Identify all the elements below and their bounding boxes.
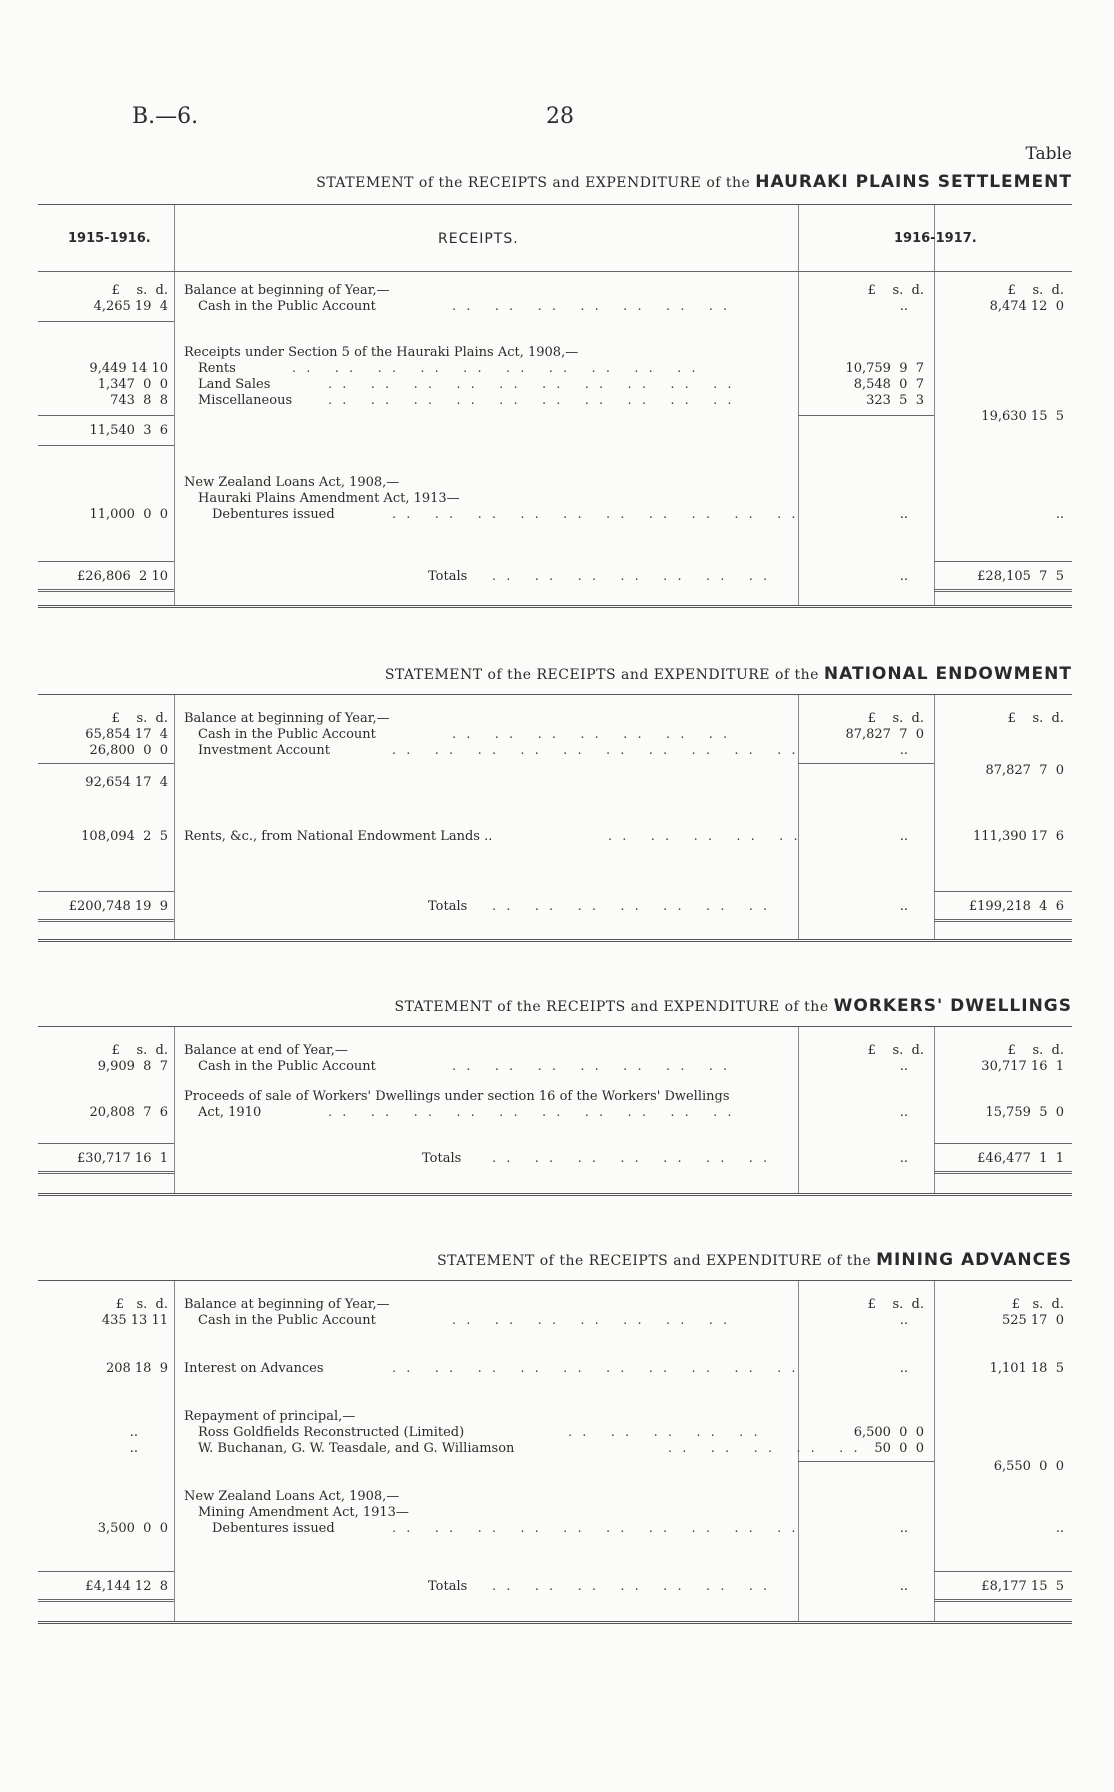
- hauraki-col-1915: 1915-1916.: [68, 231, 151, 246]
- workers-totals-label: Totals: [422, 1151, 462, 1166]
- mining-buch-cur: 50 0 0: [874, 1441, 924, 1456]
- mining-repay-subtotal: 6,550 0 0: [993, 1459, 1064, 1474]
- workers-title-prefix: STATEMENT of the RECEIPTS and EXPENDITURE of the: [394, 999, 829, 1015]
- hauraki-table: [38, 204, 1072, 608]
- workers-units-right: £ s. d.: [1007, 1043, 1064, 1058]
- mining-title: [437, 1250, 1072, 1270]
- hauraki-title-name: HAURAKI PLAINS SETTLEMENT: [755, 172, 1072, 192]
- workers-totals-cur-a: ..: [899, 1151, 908, 1166]
- hauraki-rents-leader: . . . . . . . . . . . . . . . . . . . .: [292, 361, 699, 376]
- hauraki-cash-label: Cash in the Public Account: [198, 299, 376, 314]
- hauraki-title: [316, 172, 1072, 192]
- workers-title: [395, 996, 1072, 1016]
- hauraki-debentures-prev: 11,000 0 0: [89, 507, 168, 522]
- workers-cash-cur-a: ..: [899, 1059, 908, 1074]
- national-invest-prev: 26,800 0 0: [89, 743, 168, 758]
- table-label: Table: [1025, 144, 1072, 164]
- hauraki-receipts-subtotal-cur: 19,630 15 5: [981, 409, 1064, 424]
- hauraki-debentures-leader: . . . . . . . . . . . . . . . . . . . .: [392, 507, 799, 522]
- hauraki-col-receipts: RECEIPTS.: [438, 231, 519, 247]
- national-subtotal-cur: 87,827 7 0: [985, 763, 1064, 778]
- workers-cash-label: Cash in the Public Account: [198, 1059, 376, 1074]
- mining-title-name: MINING ADVANCES: [876, 1250, 1072, 1270]
- workers-proceeds-line2: Act, 1910: [198, 1105, 262, 1120]
- workers-totals-prev: £30,717 16 1: [77, 1151, 168, 1166]
- mining-units-mid: £ s. d.: [867, 1297, 924, 1312]
- national-balance-heading: Balance at beginning of Year,—: [184, 711, 390, 726]
- national-totals-prev: £200,748 19 9: [68, 899, 168, 914]
- mining-interest-prev: 208 18 9: [105, 1361, 168, 1376]
- national-title-prefix: STATEMENT of the RECEIPTS and EXPENDITURE of the: [384, 667, 819, 683]
- hauraki-receipts-heading: Receipts under Section 5 of the Hauraki Plains Act, 1908,—: [184, 345, 579, 360]
- workers-totals-leader: . . . . . . . . . . . . . .: [492, 1151, 771, 1166]
- national-table: [38, 694, 1072, 942]
- mining-totals-cur-b: £8,177 15 5: [981, 1579, 1064, 1594]
- national-cash-prev: 65,854 17 4: [85, 727, 168, 742]
- mining-debentures-leader: . . . . . . . . . . . . . . . . . . . .: [392, 1521, 799, 1536]
- mining-units-prev: £ s. d.: [115, 1297, 168, 1312]
- mining-buch-label: W. Buchanan, G. W. Teasdale, and G. Williamson: [198, 1441, 515, 1456]
- mining-table: [38, 1280, 1072, 1624]
- mining-totals-label: Totals: [428, 1579, 468, 1594]
- mining-cash-label: Cash in the Public Account: [198, 1313, 376, 1328]
- national-units-prev: £ s. d.: [111, 711, 168, 726]
- workers-proceeds-prev: 20,808 7 6: [89, 1105, 168, 1120]
- hauraki-receipts-subtotal-prev: 11,540 3 6: [89, 423, 168, 438]
- mining-cash-cur-b: 525 17 0: [1001, 1313, 1064, 1328]
- workers-proceeds-line1: Proceeds of sale of Workers' Dwellings under section 16 of the Workers' Dwellings: [184, 1089, 730, 1104]
- mining-ross-leader: . . . . . . . . . .: [568, 1425, 761, 1440]
- hauraki-land-label: Land Sales: [198, 377, 271, 392]
- mining-balance-heading: Balance at beginning of Year,—: [184, 1297, 390, 1312]
- mining-ross-label: Ross Goldfields Reconstructed (Limited): [198, 1425, 465, 1440]
- hauraki-land-cur: 8,548 0 7: [853, 377, 924, 392]
- national-rents-label: Rents, &c., from National Endowment Lands ..: [184, 829, 493, 844]
- hauraki-units-mid: £ s. d.: [867, 283, 924, 298]
- hauraki-rents-label: Rents: [198, 361, 236, 376]
- national-rents-leader: . . . . . . . . . .: [608, 829, 801, 844]
- hauraki-totals-cur-b: £28,105 7 5: [977, 569, 1064, 584]
- hauraki-land-leader: . . . . . . . . . . . . . . . . . . . .: [328, 377, 735, 392]
- hauraki-debentures-cur-b: ..: [1055, 507, 1064, 522]
- national-rents-cur-a: ..: [899, 829, 908, 844]
- workers-proceeds-cur-a: ..: [899, 1105, 908, 1120]
- national-title-name: NATIONAL ENDOWMENT: [823, 664, 1072, 684]
- mining-units-right: £ s. d.: [1011, 1297, 1064, 1312]
- hauraki-loans-sub: Hauraki Plains Amendment Act, 1913—: [198, 491, 460, 506]
- hauraki-cash-prev: 4,265 19 4: [93, 299, 168, 314]
- mining-totals-leader: . . . . . . . . . . . . . .: [492, 1579, 771, 1594]
- hauraki-cash-cur-a: ..: [899, 299, 908, 314]
- national-totals-cur-b: £199,218 4 6: [968, 899, 1064, 914]
- hauraki-rents-cur: 10,759 9 7: [845, 361, 924, 376]
- hauraki-debentures-label: Debentures issued: [212, 507, 335, 522]
- mining-loans-heading: New Zealand Loans Act, 1908,—: [184, 1489, 400, 1504]
- page-reference: B.—6.: [132, 104, 199, 129]
- page-number: 28: [546, 104, 574, 129]
- national-rents-cur-b: 111,390 17 6: [973, 829, 1064, 844]
- hauraki-misc-cur: 323 5 3: [866, 393, 924, 408]
- national-totals-leader: . . . . . . . . . . . . . .: [492, 899, 771, 914]
- national-cash-label: Cash in the Public Account: [198, 727, 376, 742]
- national-totals-label: Totals: [428, 899, 468, 914]
- workers-proceeds-leader: . . . . . . . . . . . . . . . . . . . .: [328, 1105, 735, 1120]
- hauraki-cash-cur-b: 8,474 12 0: [989, 299, 1064, 314]
- hauraki-misc-prev: 743 8 8: [110, 393, 168, 408]
- mining-cash-prev: 435 13 11: [101, 1313, 168, 1328]
- workers-table: [38, 1026, 1072, 1196]
- mining-ross-cur: 6,500 0 0: [853, 1425, 924, 1440]
- mining-cash-leader: . . . . . . . . . . . . . .: [452, 1313, 731, 1328]
- hauraki-units-right: £ s. d.: [1007, 283, 1064, 298]
- mining-loans-sub: Mining Amendment Act, 1913—: [198, 1505, 409, 1520]
- national-rents-prev: 108,094 2 5: [81, 829, 168, 844]
- national-invest-leader: . . . . . . . . . . . . . . . . . . . .: [392, 743, 799, 758]
- hauraki-title-prefix: STATEMENT of the RECEIPTS and EXPENDITURE of the: [316, 175, 751, 191]
- hauraki-totals-cur-a: ..: [899, 569, 908, 584]
- workers-balance-heading: Balance at end of Year,—: [184, 1043, 348, 1058]
- hauraki-totals-prev: £26,806 2 10: [77, 569, 168, 584]
- national-invest-cur: ..: [899, 743, 908, 758]
- hauraki-cash-leader: . . . . . . . . . . . . . .: [452, 299, 731, 314]
- workers-totals-cur-b: £46,477 1 1: [977, 1151, 1064, 1166]
- hauraki-col-1916: 1916-1917.: [894, 231, 977, 246]
- hauraki-loans-heading: New Zealand Loans Act, 1908,—: [184, 475, 400, 490]
- mining-interest-cur-a: ..: [899, 1361, 908, 1376]
- mining-interest-label: Interest on Advances: [184, 1361, 324, 1376]
- mining-debentures-label: Debentures issued: [212, 1521, 335, 1536]
- hauraki-balance-heading: Balance at beginning of Year,—: [184, 283, 390, 298]
- hauraki-rents-prev: 9,449 14 10: [89, 361, 168, 376]
- hauraki-misc-leader: . . . . . . . . . . . . . . . . . . . .: [328, 393, 735, 408]
- mining-title-prefix: STATEMENT of the RECEIPTS and EXPENDITURE of the: [437, 1253, 872, 1269]
- mining-buch-prev: ..: [129, 1441, 138, 1456]
- hauraki-totals-leader: . . . . . . . . . . . . . .: [492, 569, 771, 584]
- mining-debentures-cur-b: ..: [1055, 1521, 1064, 1536]
- mining-repay-heading: Repayment of principal,—: [184, 1409, 356, 1424]
- mining-ross-prev: ..: [129, 1425, 138, 1440]
- hauraki-misc-label: Miscellaneous: [198, 393, 293, 408]
- mining-totals-cur-a: ..: [899, 1579, 908, 1594]
- mining-debentures-prev: 3,500 0 0: [97, 1521, 168, 1536]
- national-units-right: £ s. d.: [1007, 711, 1064, 726]
- national-cash-leader: . . . . . . . . . . . . . .: [452, 727, 731, 742]
- national-totals-cur-a: ..: [899, 899, 908, 914]
- workers-proceeds-cur-b: 15,759 5 0: [985, 1105, 1064, 1120]
- workers-cash-prev: 9,909 8 7: [97, 1059, 168, 1074]
- workers-cash-leader: . . . . . . . . . . . . . .: [452, 1059, 731, 1074]
- workers-units-prev: £ s. d.: [111, 1043, 168, 1058]
- workers-title-name: WORKERS' DWELLINGS: [833, 996, 1072, 1016]
- hauraki-debentures-cur-a: ..: [899, 507, 908, 522]
- national-title: [385, 664, 1072, 684]
- national-invest-label: Investment Account: [198, 743, 330, 758]
- workers-cash-cur-b: 30,717 16 1: [981, 1059, 1064, 1074]
- national-subtotal-prev: 92,654 17 4: [85, 775, 168, 790]
- national-units-mid: £ s. d.: [867, 711, 924, 726]
- mining-totals-prev: £4,144 12 8: [85, 1579, 168, 1594]
- mining-cash-cur-a: ..: [899, 1313, 908, 1328]
- mining-interest-leader: . . . . . . . . . . . . . . . . . . . .: [392, 1361, 799, 1376]
- hauraki-units-prev: £ s. d.: [111, 283, 168, 298]
- hauraki-land-prev: 1,347 0 0: [97, 377, 168, 392]
- mining-buch-leader: . . . . . . . . . .: [668, 1441, 861, 1456]
- mining-interest-cur-b: 1,101 18 5: [989, 1361, 1064, 1376]
- mining-debentures-cur-a: ..: [899, 1521, 908, 1536]
- hauraki-totals-label: Totals: [428, 569, 468, 584]
- national-cash-cur: 87,827 7 0: [845, 727, 924, 742]
- workers-units-mid: £ s. d.: [867, 1043, 924, 1058]
